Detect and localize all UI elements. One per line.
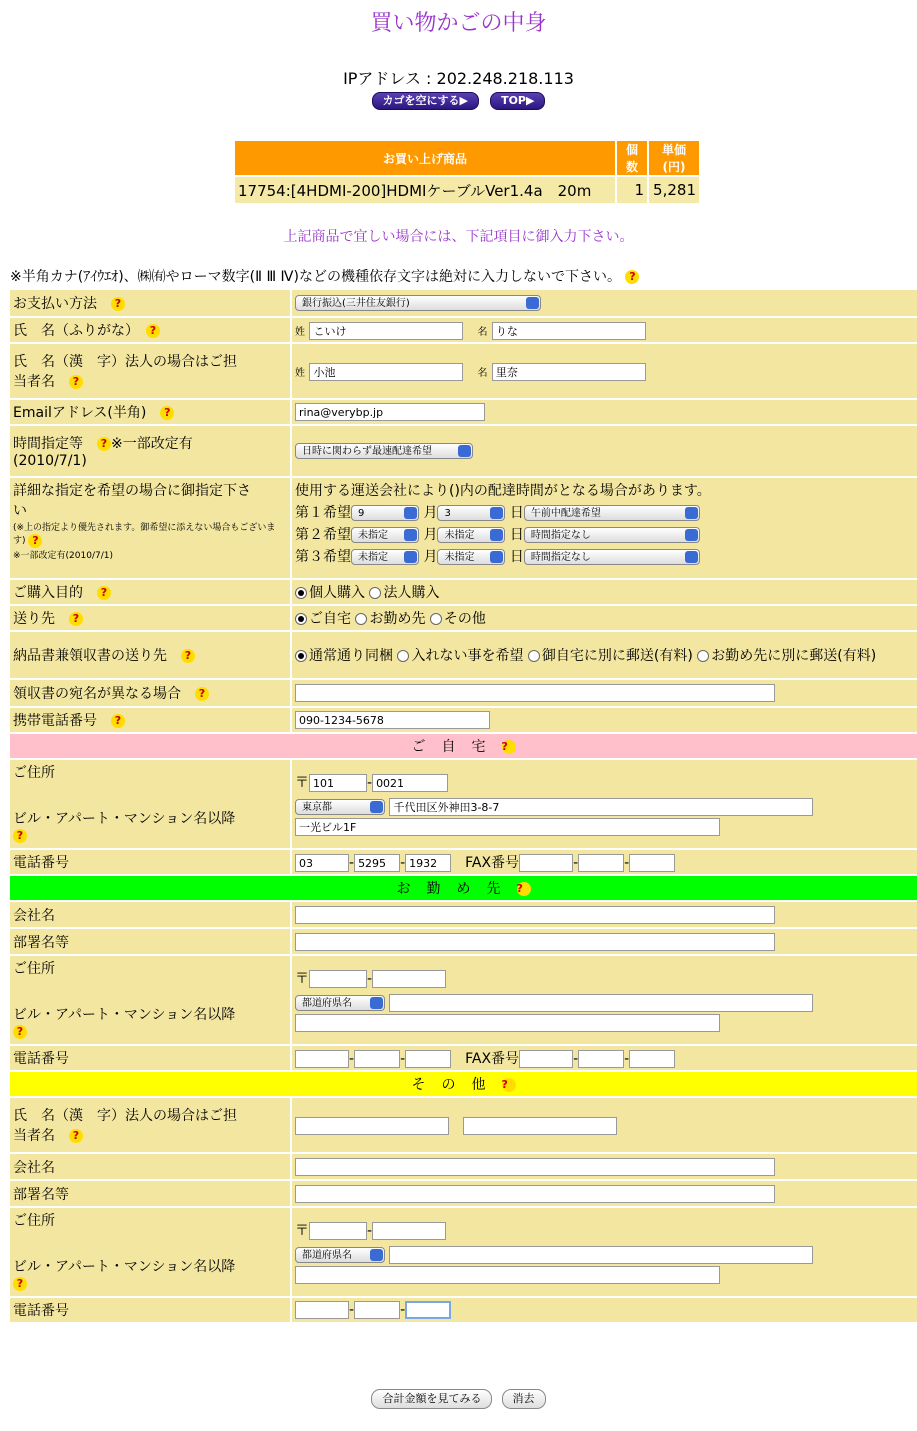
work-company-row xyxy=(10,902,917,927)
order-form xyxy=(8,288,917,1324)
warning-text xyxy=(10,266,639,286)
view-total-button[interactable]: 合計金額を見てみる xyxy=(371,1389,492,1409)
detail-header: 使用する運送会社により()内の配達時間がとなる場合があります。 xyxy=(295,483,711,499)
work-address-row: ご住所 ビル・アパート・マンション名以降 ? 〒 - 都道府県名 xyxy=(10,956,917,1044)
work-pref-select[interactable]: 都道府県名 xyxy=(295,995,385,1011)
mobile-row xyxy=(10,708,917,732)
top-buttons xyxy=(0,89,917,110)
home-building-label: ビル・アパート・マンション名以降 xyxy=(13,811,236,827)
help-icon[interactable]: ? xyxy=(97,437,111,451)
work-dept-input[interactable] xyxy=(295,933,775,951)
ip-address: IPアドレス : 202.248.218.113 xyxy=(343,69,574,88)
work-fax1-input[interactable] xyxy=(519,1050,573,1068)
help-icon[interactable]: ? xyxy=(13,1025,27,1039)
home-tel-row: 電話番号 03 - 5295 - 1932 FAX番号 - - xyxy=(10,850,917,874)
help-icon[interactable]: ? xyxy=(160,406,174,420)
other-sei-input[interactable] xyxy=(295,1117,449,1135)
fax-label: FAX番号 xyxy=(465,1051,520,1067)
kana-mei-input[interactable]: りな xyxy=(492,322,646,340)
zip-mark: 〒 xyxy=(295,1223,309,1239)
wish-month-select[interactable]: 未指定 xyxy=(351,549,419,565)
home-tel2-input[interactable]: 5295 xyxy=(354,854,400,872)
radio-label: 御自宅に別に郵送(有料) xyxy=(541,648,693,664)
wish-row-3 xyxy=(295,546,914,566)
col-header-price: 単価(円) xyxy=(649,141,699,175)
kanji-label-2: 当者名 xyxy=(13,374,55,390)
detail-row xyxy=(10,478,917,578)
product-qty: 1 xyxy=(617,177,647,203)
other-tel3-input[interactable] xyxy=(405,1301,451,1319)
help-icon[interactable]: ? xyxy=(181,649,195,663)
clear-button[interactable]: 消去 xyxy=(502,1389,546,1409)
invoice-radio-none[interactable] xyxy=(397,650,409,662)
kanji-row xyxy=(10,344,917,398)
help-icon[interactable]: ? xyxy=(501,740,524,753)
sei-label: 姓 xyxy=(295,327,305,338)
radio-label-wrap: 送(有料) xyxy=(823,648,877,664)
home-heading: ご自宅 xyxy=(411,739,502,755)
kana-label: 氏 名（ふりがな） xyxy=(13,323,132,339)
work-fax3-input[interactable] xyxy=(629,1050,675,1068)
other-pref-select[interactable]: 都道府県名 xyxy=(295,1247,385,1263)
page-title: 買い物かごの中身 xyxy=(370,11,547,36)
work-tel1-input[interactable] xyxy=(295,1050,349,1068)
payment-row xyxy=(10,290,917,316)
email-label: Emailアドレス(半角) xyxy=(13,405,147,421)
other-heading: その他 xyxy=(411,1077,502,1093)
top-button[interactable]: TOP▶ xyxy=(490,92,545,110)
radio-label: その他 xyxy=(443,611,486,627)
work-company-input[interactable] xyxy=(295,906,775,924)
work-section-header xyxy=(10,876,917,900)
help-icon[interactable]: ? xyxy=(111,297,125,311)
time-note: ※一部改定有 xyxy=(111,436,193,452)
work-building-label: ビル・アパート・マンション名以降 xyxy=(13,1007,236,1023)
empty-cart-button[interactable]: カゴを空にする▶ xyxy=(372,92,479,110)
purpose-row xyxy=(10,580,917,604)
mobile-label: 携帯電話番号 xyxy=(13,713,97,729)
mei-label: 名 xyxy=(477,327,488,338)
payment-label: お支払い方法 xyxy=(13,296,97,312)
email-row xyxy=(10,400,917,424)
invoice-radio-work[interactable] xyxy=(697,650,709,662)
day-unit: 日 xyxy=(509,505,524,521)
wish-month-select[interactable]: 未指定 xyxy=(351,527,419,543)
other-dept-input[interactable] xyxy=(295,1185,775,1203)
home-address-label: ご住所 xyxy=(13,765,55,781)
home-tel-label: 電話番号 xyxy=(10,850,290,874)
invoice-label: 納品書兼領収書の送り先 xyxy=(13,648,167,664)
help-icon[interactable]: ? xyxy=(146,324,160,338)
work-dept-row xyxy=(10,929,917,954)
other-zip2-input[interactable] xyxy=(372,1222,446,1240)
help-icon[interactable]: ? xyxy=(28,534,42,548)
detail-note-2: ※一部改定有(2010/7/1) xyxy=(13,550,113,561)
help-icon[interactable]: ? xyxy=(13,1277,27,1291)
product-name: 17754:[4HDMI-200]HDMIケーブルVer1.4a 20m xyxy=(235,177,615,203)
col-header-product: お買い上げ商品 xyxy=(235,141,615,175)
zip-mark: 〒 xyxy=(295,775,309,791)
other-tel2-input[interactable] xyxy=(354,1301,400,1319)
warning-label: ※半角カナ(ｱｲｳｴｵ)、㈱㈲やローマ数字(Ⅱ Ⅲ Ⅳ)などの機種依存文字は絶対に入力しないで下さい。 xyxy=(10,269,621,285)
other-building-input[interactable] xyxy=(295,1266,720,1284)
home-tel1-input[interactable]: 03 xyxy=(295,854,349,872)
purpose-radio-corporate[interactable] xyxy=(369,587,381,599)
payment-select[interactable]: 銀行振込(三井住友銀行) xyxy=(295,295,541,311)
work-tel2-input[interactable] xyxy=(354,1050,400,1068)
kana-row xyxy=(10,318,917,342)
wish-row-2 xyxy=(295,524,914,544)
wish-day-select[interactable]: 未指定 xyxy=(437,549,505,565)
help-icon[interactable]: ? xyxy=(111,714,125,728)
wish-time-select[interactable]: 時間指定なし xyxy=(524,549,700,565)
other-tel1-input[interactable] xyxy=(295,1301,349,1319)
detail-label-2: い xyxy=(13,503,27,519)
work-heading: お勤め先 xyxy=(396,881,517,897)
invoice-radio-home[interactable] xyxy=(528,650,540,662)
other-section-header xyxy=(10,1072,917,1096)
other-company-input[interactable] xyxy=(295,1158,775,1176)
help-icon[interactable]: ? xyxy=(97,586,111,600)
other-name-label-1: 氏 名（漢 字）法人の場合はご担 xyxy=(13,1108,237,1124)
other-building-label: ビル・アパート・マンション名以降 xyxy=(13,1259,236,1275)
month-unit: 月 xyxy=(423,549,438,565)
home-fax2-input[interactable] xyxy=(578,854,624,872)
work-building-input[interactable] xyxy=(295,1014,720,1032)
other-mei-input[interactable] xyxy=(463,1117,617,1135)
radio-label: 入れない事を希望 xyxy=(411,648,524,664)
wish-label: 第１希望 xyxy=(295,505,351,521)
radio-label: 通常通り同梱 xyxy=(309,648,393,664)
kana-sei-input[interactable]: こいけ xyxy=(309,322,463,340)
table-row xyxy=(235,177,699,203)
zip-mark: 〒 xyxy=(295,971,309,987)
help-icon[interactable]: ? xyxy=(69,1129,83,1143)
ship-row xyxy=(10,606,917,630)
time-date: (2010/7/1) xyxy=(13,453,87,469)
receipt-row xyxy=(10,680,917,706)
home-fax3-input[interactable] xyxy=(629,854,675,872)
home-section-header xyxy=(10,734,917,758)
sei-label: 姓 xyxy=(295,368,305,379)
wish-row-1 xyxy=(295,502,914,522)
home-building-input[interactable]: 一光ビル1F xyxy=(295,818,720,836)
wish-day-select[interactable]: 未指定 xyxy=(437,527,505,543)
work-tel3-input[interactable] xyxy=(405,1050,451,1068)
home-address-row: ご住所 ビル・アパート・マンション名以降 ? 〒 101 - 0021 東京都 千代田区外神田3-8-7 一光ビル1F xyxy=(10,760,917,848)
work-tel-row: 電話番号 - - FAX番号 - - xyxy=(10,1046,917,1070)
work-zip1-input[interactable] xyxy=(309,970,367,988)
home-address-input[interactable]: 千代田区外神田3-8-7 xyxy=(389,798,813,816)
help-icon[interactable]: ? xyxy=(195,687,209,701)
home-pref-select[interactable]: 東京都 xyxy=(295,799,385,815)
wish-month-select[interactable]: 9 xyxy=(351,505,419,521)
mei-label: 名 xyxy=(477,368,488,379)
day-unit: 日 xyxy=(509,549,524,565)
invoice-radio-bundle[interactable] xyxy=(295,650,307,662)
wish-time-select[interactable]: 午前中配達希望 xyxy=(524,505,700,521)
help-icon[interactable]: ? xyxy=(501,1078,524,1091)
month-unit: 月 xyxy=(423,505,438,521)
product-table xyxy=(233,139,701,205)
kanji-label-1: 氏 名（漢 字）法人の場合はご担 xyxy=(13,354,237,370)
kanji-mei-input[interactable]: 里奈 xyxy=(492,363,646,381)
wish-label: 第３希望 xyxy=(295,549,351,565)
product-price: 5,281 xyxy=(649,177,699,203)
radio-label: お勤め先に別に郵 xyxy=(711,648,824,664)
ship-radio-other[interactable] xyxy=(430,613,442,625)
home-fax1-input[interactable] xyxy=(519,854,573,872)
invoice-row xyxy=(10,632,917,678)
other-name-row xyxy=(10,1098,917,1152)
other-dept-row xyxy=(10,1181,917,1206)
other-address-label: ご住所 xyxy=(13,1213,55,1229)
ship-label: 送り先 xyxy=(13,611,55,627)
purpose-radio-personal[interactable] xyxy=(295,587,307,599)
work-fax2-input[interactable] xyxy=(578,1050,624,1068)
work-zip2-input[interactable] xyxy=(372,970,446,988)
help-icon[interactable]: ? xyxy=(13,829,27,843)
kanji-sei-input[interactable]: 小池 xyxy=(309,363,463,381)
email-input[interactable]: rina@verybp.jp xyxy=(295,403,485,421)
other-zip1-input[interactable] xyxy=(309,1222,367,1240)
mobile-input[interactable]: 090-1234-5678 xyxy=(295,711,490,729)
other-company-label: 会社名 xyxy=(10,1154,290,1179)
radio-label: 個人購入 xyxy=(309,585,365,601)
other-tel-label: 電話番号 xyxy=(10,1298,290,1322)
other-tel-row: 電話番号 - - xyxy=(10,1298,917,1322)
other-address-row: ご住所 ビル・アパート・マンション名以降 ? 〒 - 都道府県名 xyxy=(10,1208,917,1296)
fax-label: FAX番号 xyxy=(465,855,520,871)
other-dept-label: 部署名等 xyxy=(10,1181,290,1206)
work-company-label: 会社名 xyxy=(10,902,290,927)
work-dept-label: 部署名等 xyxy=(10,929,290,954)
work-tel-label: 電話番号 xyxy=(10,1046,290,1070)
other-address-input[interactable] xyxy=(389,1246,813,1264)
wish-day-select[interactable]: 3 xyxy=(437,505,505,521)
radio-label: ご自宅 xyxy=(309,611,351,627)
help-icon[interactable]: ? xyxy=(516,882,539,895)
time-label: 時間指定等 xyxy=(13,436,83,452)
time-select[interactable]: 日時に関わらず最速配達希望 xyxy=(295,443,473,459)
other-name-label-2: 当者名 xyxy=(13,1128,55,1144)
help-icon[interactable]: ? xyxy=(625,270,639,284)
day-unit: 日 xyxy=(509,527,524,543)
home-zip2-input[interactable]: 0021 xyxy=(372,774,448,792)
wish-label: 第２希望 xyxy=(295,527,351,543)
radio-label: 法人購入 xyxy=(383,585,440,601)
receipt-label: 領収書の宛名が異なる場合 xyxy=(13,686,181,702)
wish-time-select[interactable]: 時間指定なし xyxy=(524,527,700,543)
notice-text: 上記商品で宜しい場合には、下記項目に御入力下さい。 xyxy=(283,229,634,245)
purpose-label: ご購入目的 xyxy=(13,585,83,601)
detail-label-1: 詳細な指定を希望の場合に御指定下さ xyxy=(13,483,251,499)
detail-note: (※上の指定より優先されます。御希望に添えない場合もございます) xyxy=(13,523,276,546)
ship-radio-home[interactable] xyxy=(295,613,307,625)
other-company-row xyxy=(10,1154,917,1179)
work-address-input[interactable] xyxy=(389,994,813,1012)
help-icon[interactable]: ? xyxy=(69,612,83,626)
work-address-label: ご住所 xyxy=(13,961,55,977)
ship-radio-work[interactable] xyxy=(355,613,367,625)
bottom-buttons xyxy=(0,1387,917,1409)
col-header-qty: 個数 xyxy=(617,141,647,175)
radio-label: お勤め先 xyxy=(369,611,426,627)
home-zip1-input[interactable]: 101 xyxy=(309,774,367,792)
home-tel3-input[interactable]: 1932 xyxy=(405,854,451,872)
month-unit: 月 xyxy=(423,527,438,543)
receipt-name-input[interactable] xyxy=(295,684,775,702)
time-row xyxy=(10,426,917,476)
help-icon[interactable]: ? xyxy=(69,375,83,389)
